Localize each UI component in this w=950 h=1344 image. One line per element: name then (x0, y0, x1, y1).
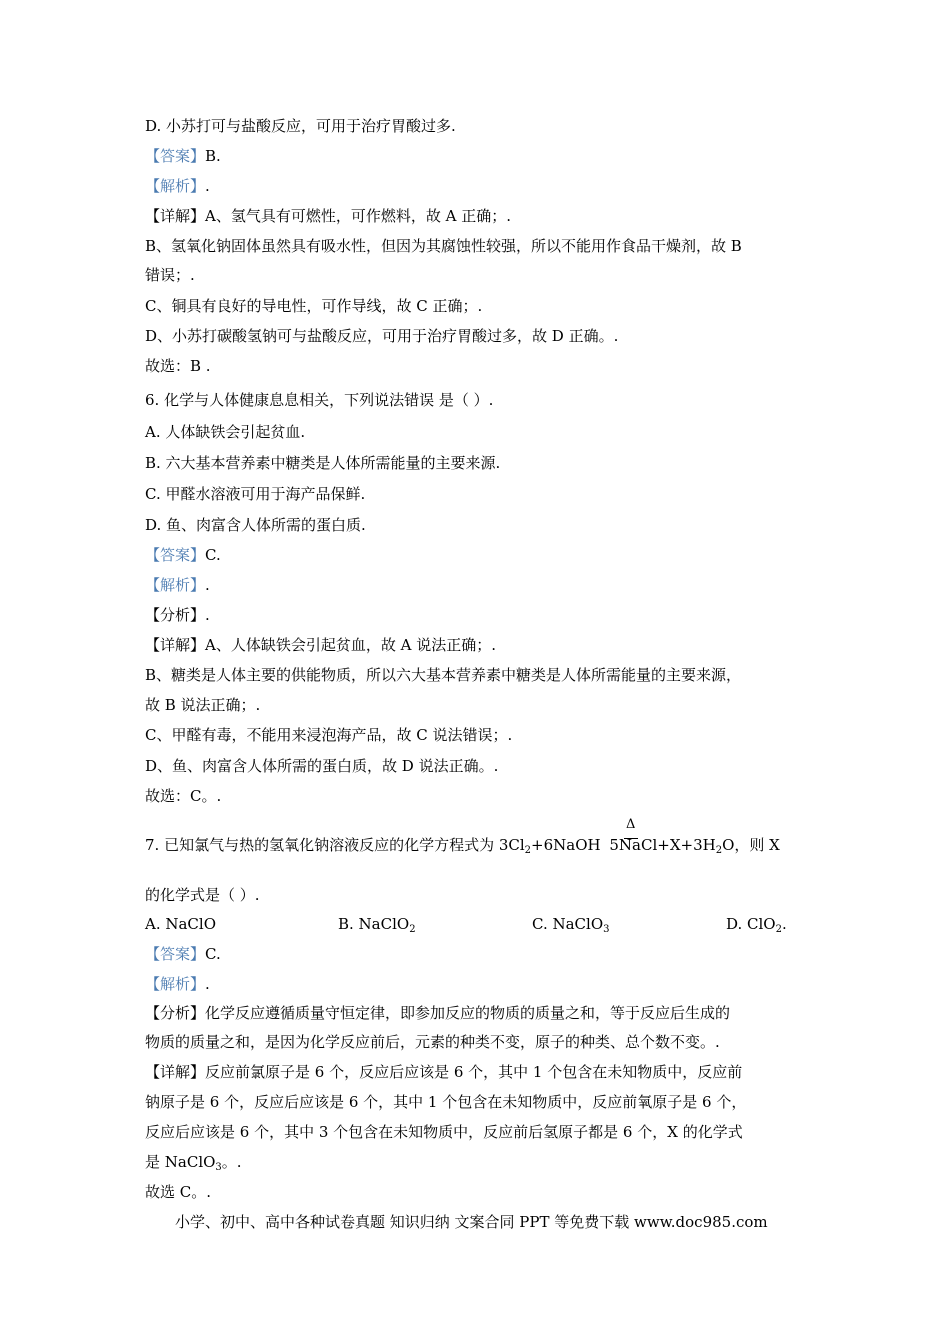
q6-detail-line: 故 B 说法正确；. (145, 696, 261, 714)
q6-choice: 故选：C。. (145, 787, 222, 805)
q5-detail-line: B、氢氧化钠固体虽然具有吸水性，但因为其腐蚀性较强，所以不能用作食品干燥剂，故 B (145, 237, 742, 255)
q7-analysis (145, 974, 210, 994)
analysis-value: . (205, 177, 210, 195)
subscript: 3 (215, 1162, 222, 1173)
option-text: D. ClO (726, 915, 776, 933)
subscript: 2 (409, 924, 416, 935)
q6-detail-line: C、甲醛有毒，不能用来浸泡海产品，故 C 说法错误；. (145, 726, 513, 744)
delta-symbol: Δ (626, 817, 636, 832)
q6-stem: 6. 化学与人体健康息息相关，下列说法错误 是（ ）. (145, 391, 494, 409)
q6-option-b: B. 六大基本营养素中糖类是人体所需能量的主要来源. (145, 454, 501, 472)
analysis-tag: 【解析】 (145, 177, 206, 195)
subscript: 2 (775, 924, 782, 935)
q6-detail-line: B、糖类是人体主要的供能物质，所以六大基本营养素中糖类是人体所需能量的主要来源， (145, 666, 742, 684)
q7-stem-part: +6NaOH (531, 836, 601, 854)
q5-detail-line: C、铜具有良好的导电性，可作导线，故 C 正确；. (145, 297, 483, 315)
q6-detail-line: 【详解】A、人体缺铁会引起贫血，故 A 说法正确；. (145, 636, 496, 654)
q7-fenxi-line: 【分析】化学反应遵循质量守恒定律，即参加反应的物质的质量之和，等于反应后生成的 (145, 1004, 731, 1022)
q7-detail-line: 【详解】反应前氯原子是 6 个，反应后应该是 6 个，其中 1 个包含在未知物质中，反应前 (145, 1063, 743, 1081)
analysis-value: . (205, 975, 210, 993)
q7-option-b (338, 914, 416, 940)
q6-answer (145, 545, 221, 565)
option-text: B. NaClO (338, 915, 410, 933)
q7-fenxi-line: 物质的质量之和，是因为化学反应前后，元素的种类不变，原子的种类、总个数不变。. (145, 1033, 720, 1051)
q7-choice: 故选 C。. (145, 1183, 212, 1201)
q5-detail-line: D、小苏打碳酸氢钠可与盐酸反应，可用于治疗胃酸过多，故 D 正确。. (145, 327, 619, 345)
subscript: 3 (603, 924, 610, 935)
q7-option-a: A. NaClO (145, 915, 217, 933)
q7-stem-part: 7. 已知氯气与热的氢氧化钠溶液反应的化学方程式为 3Cl (145, 836, 525, 854)
q5-detail-line: 错误；. (145, 266, 195, 284)
option-text: C. NaClO (532, 915, 604, 933)
q6-option-a: A. 人体缺铁会引起贫血. (145, 423, 306, 441)
answer-tag: 【答案】 (145, 945, 206, 963)
answer-tag: 【答案】 (145, 546, 206, 564)
q5-option-d: D. 小苏打可与盐酸反应，可用于治疗胃酸过多. (145, 117, 456, 135)
q6-option-c: C. 甲醛水溶液可用于海产品保鲜. (145, 485, 366, 503)
answer-value: C. (205, 546, 221, 564)
answer-value: B. (205, 147, 221, 165)
q5-analysis (145, 176, 210, 196)
subscript: 2 (715, 845, 723, 856)
q6-option-d: D. 鱼、肉富含人体所需的蛋白质. (145, 516, 366, 534)
q7-stem-line2: 的化学式是（ ）. (145, 886, 260, 904)
q6-detail-line: D、鱼、肉富含人体所需的蛋白质，故 D 说法正确。. (145, 757, 499, 775)
q7-answer (145, 944, 221, 964)
q7-detail-line: 反应后应该是 6 个，其中 3 个包含在未知物质中，反应前后氢原子都是 6 个，X 的化学式 (145, 1123, 743, 1141)
q7-detail-line: 钠原子是 6 个，反应后应该是 6 个，其中 1 个包含在未知物质中，反应前氧原子是 6 个， (145, 1093, 747, 1111)
q7-option-d (726, 914, 787, 940)
analysis-tag: 【解析】 (145, 975, 206, 993)
q5-answer (145, 146, 221, 166)
q7-stem-part: O，则 X (722, 836, 780, 854)
answer-value: C. (205, 945, 221, 963)
q6-fenxi: 【分析】. (145, 606, 210, 624)
q7-stem-part: 5NaCl+X+3H (604, 836, 716, 854)
answer-tag: 【答案】 (145, 147, 206, 165)
detail-text: 。. (221, 1153, 242, 1171)
q7-detail-line (145, 1152, 242, 1178)
page-footer: 小学、初中、高中各种试卷真题 知识归纳 文案合同 PPT 等免费下载 www.doc985.com (175, 1213, 768, 1231)
q6-analysis (145, 575, 210, 595)
analysis-tag: 【解析】 (145, 576, 206, 594)
analysis-value: . (205, 576, 210, 594)
q7-option-c (532, 914, 610, 940)
q5-detail-line: 【详解】A、氢气具有可燃性，可作燃料，故 A 正确；. (145, 207, 511, 225)
q7-stem (145, 835, 780, 861)
detail-text: 是 NaClO (145, 1153, 216, 1171)
q5-choice: 故选：B . (145, 357, 211, 375)
subscript: 2 (524, 845, 532, 856)
option-text: . (781, 915, 787, 933)
